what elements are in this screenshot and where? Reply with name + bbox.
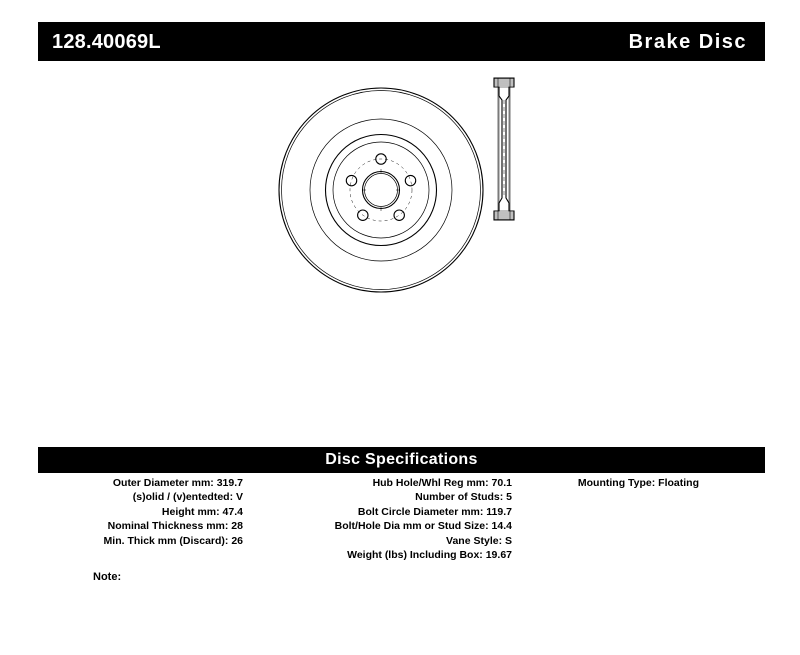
spec-column-1 [38, 476, 245, 548]
spec-item: Nominal Thickness mm: 28 [107, 520, 243, 533]
note-label: Note: [93, 571, 122, 583]
header-bar [38, 22, 765, 61]
spec-column-2 [245, 476, 514, 562]
specifications-body [38, 476, 765, 562]
spec-item: (s)olid / (v)entedted: V [132, 491, 243, 504]
spec-item: Vane Style: S [446, 534, 512, 547]
page-title: Brake Disc [628, 30, 747, 53]
brake-disc-side-section-view [494, 78, 514, 220]
spec-item: Outer Diameter mm: 319.7 [112, 477, 243, 489]
spec-item: Hub Hole/Whl Reg mm: 70.1 [372, 477, 512, 489]
spec-item: Number of Studs: 5 [415, 491, 512, 504]
spec-item: Height mm: 47.4 [161, 505, 243, 518]
specifications-header [38, 447, 765, 473]
spec-item: Mounting Type: Floating [577, 477, 699, 489]
technical-drawing [38, 70, 765, 430]
spec-item: Weight (lbs) Including Box: 19.67 [347, 549, 512, 562]
spec-item: Bolt/Hole Dia mm or Stud Size: 14.4 [334, 520, 512, 533]
spec-column-3 [514, 476, 765, 490]
brake-disc-front-view [279, 88, 483, 292]
part-number: 128.40069L [52, 30, 161, 53]
note-row [38, 571, 765, 583]
specifications-title: Disc Specifications [325, 451, 478, 468]
spec-item: Bolt Circle Diameter mm: 119.7 [357, 505, 512, 518]
spec-item: Min. Thick mm (Discard): 26 [103, 534, 243, 547]
